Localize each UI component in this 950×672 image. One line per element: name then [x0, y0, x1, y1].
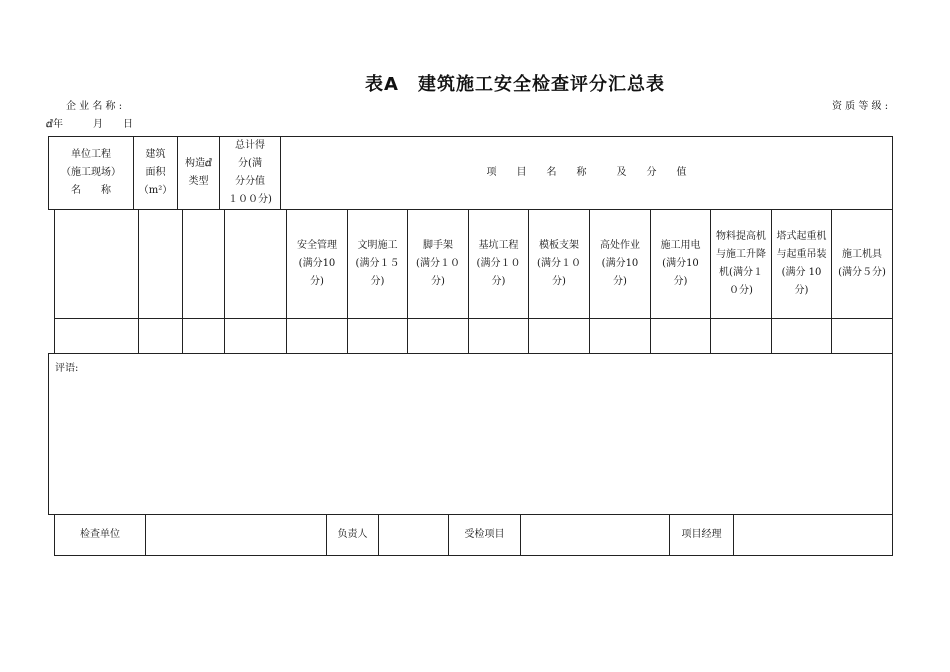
data-cell-unit-project[interactable]	[54, 318, 139, 354]
total-score-header: 总计得 分(满 分分值 １００分)	[219, 136, 281, 210]
blank-cell	[224, 209, 287, 319]
project-header-construction-electricity: 施工用电 (满分10 分)	[650, 209, 711, 319]
data-cell-formwork-support[interactable]	[528, 318, 590, 354]
comment-label: 评语:	[55, 363, 79, 374]
project-items-group-header: 项 目 名 称 及 分 值	[280, 136, 893, 210]
project-header-material-hoist: 物料提高机 与施工升降 机(满分１ ０分)	[710, 209, 772, 319]
project-header-safety-management: 安全管理 (满分10 分)	[286, 209, 348, 319]
qualification-grade-label: 资 质 等 级 :	[832, 101, 889, 112]
data-cell-construction-electricity[interactable]	[650, 318, 711, 354]
unit-project-header: 单位工程 （施工现场） 名 称	[48, 136, 134, 210]
building-area-header: 建筑 面积 （m²）	[133, 136, 178, 210]
project-header-foundation-pit: 基坑工程 (满分１０ 分)	[468, 209, 529, 319]
blank-cell	[138, 209, 183, 319]
blank-cell	[54, 209, 139, 319]
data-cell-safety-management[interactable]	[286, 318, 348, 354]
data-cell-scaffolding[interactable]	[407, 318, 469, 354]
inspection-unit-label: 检查单位	[54, 514, 146, 556]
inspected-project-label: 受检项目	[448, 514, 521, 556]
company-name-label: 企 业 名 称 :	[66, 101, 123, 112]
structure-type-header: 构造ⅆ 类型	[177, 136, 220, 210]
data-cell-structure-type[interactable]	[182, 318, 225, 354]
project-header-tower-crane: 塔式起重机 与起重吊装 (满分 10 分)	[771, 209, 832, 319]
data-cell-civilized-construction[interactable]	[347, 318, 408, 354]
project-header-scaffolding: 脚手架 (满分１０ 分)	[407, 209, 469, 319]
project-header-formwork-support: 模板支架 (满分１０ 分)	[528, 209, 590, 319]
responsible-person-field[interactable]	[378, 514, 449, 556]
data-cell-construction-machinery[interactable]	[831, 318, 893, 354]
project-header-civilized-construction: 文明施工 (满分１５ 分)	[347, 209, 408, 319]
responsible-person-label: 负责人	[326, 514, 379, 556]
project-header-work-at-height: 高处作业 (满分10 分)	[589, 209, 651, 319]
blank-cell	[182, 209, 225, 319]
project-header-construction-machinery: 施工机具 (满分５分)	[831, 209, 893, 319]
data-cell-material-hoist[interactable]	[710, 318, 772, 354]
data-cell-building-area[interactable]	[138, 318, 183, 354]
inspection-unit-field[interactable]	[145, 514, 327, 556]
project-manager-label: 项目经理	[669, 514, 734, 556]
comment-box[interactable]	[48, 353, 893, 515]
data-cell-total-score[interactable]	[224, 318, 287, 354]
project-manager-field[interactable]	[733, 514, 893, 556]
data-cell-work-at-height[interactable]	[589, 318, 651, 354]
page-title: 表A 建筑施工安全检查评分汇总表	[365, 74, 665, 95]
date-label: ⅆ年 月 日	[46, 119, 133, 130]
inspected-project-field[interactable]	[520, 514, 670, 556]
data-cell-tower-crane[interactable]	[771, 318, 832, 354]
data-cell-foundation-pit[interactable]	[468, 318, 529, 354]
